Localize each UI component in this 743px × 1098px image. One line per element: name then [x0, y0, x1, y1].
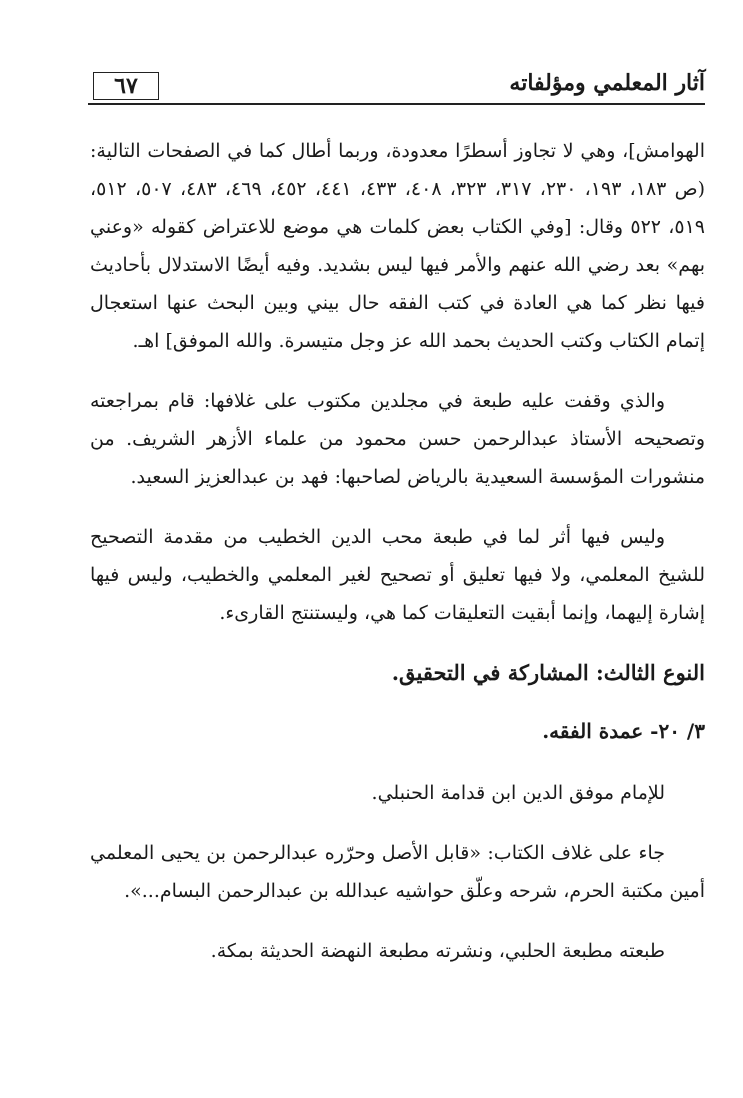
page-header [88, 68, 705, 108]
item-heading: ٣/ ٢٠- عمدة الفقه. [542, 719, 705, 743]
page-number: ٦٧ [93, 72, 159, 100]
page-body [90, 132, 705, 970]
section-heading: النوع الثالث: المشاركة في التحقيق. [391, 660, 705, 685]
paragraph-edition-description: والذي وقفت عليه طبعة في مجلدين مكتوب على غلافها: قام بمراجعته وتصحيحه الأستاذ عبدالرحمن حسن محمود من علماء الأزهر الشريف. من منشورات المؤسسة السعيدية بالرياض لصاحبها: فهد بن عبدالعزيز السعيد. [90, 390, 705, 488]
running-title: آثار المعلمي ومؤلفاته [509, 70, 705, 96]
paragraph-publisher: طبعته مطبعة الحلبي، ونشرته مطبعة النهضة الحديثة بمكة. [210, 940, 665, 962]
paragraph-cover-text: جاء على غلاف الكتاب: «قابل الأصل وحرّره عبدالرحمن بن يحيى المعلمي أمين مكتبة الحرم، شرحه وعلّق حواشيه عبدالله بن عبدالرحمن البسام...». [90, 842, 705, 902]
paragraph-edition-notes: وليس فيها أثر لما في طبعة محب الدين الخطيب من مقدمة التصحيح للشيخ المعلمي، ولا فيها تعليق أو تصحيح لغير المعلمي والخطيب، وليس فيها إشارة إليهما، وإنما أبقيت التعليقات كما هي، وليستنتج القارىء. [90, 526, 705, 624]
header-rule [88, 103, 705, 105]
paragraph-author: للإمام موفق الدين ابن قدامة الحنبلي. [371, 782, 665, 804]
paragraph-continued-footnotes: الهوامش]، وهي لا تجاوز أسطرًا معدودة، وربما أطال كما في الصفحات التالية: (ص ١٨٣، ١٩٣، ٢٣٠، ٣١٧، ٣٢٣، ٤٠٨، ٤٣٣، ٤٤١، ٤٥٢، ٤٦٩، ٤٨٣، ٥٠٧، ٥١٢، ٥١٩، ٥٢٢ وقال: [وفي الكتاب بعض كلمات هي موضع للاعتراض كقوله «وعني بهم» بعد رضي الله عنهم والأمر فيها ليس بشديد. وفيه أيضًا الاستدلال بأحاديث فيها نظر كما هي العادة في كتب الفقه حال بيني وبين البحث عنها استعجال إتمام الكتاب وكتب الحديث بحمد الله عز وجل متيسرة. والله الموفق] اهـ. [90, 140, 706, 352]
